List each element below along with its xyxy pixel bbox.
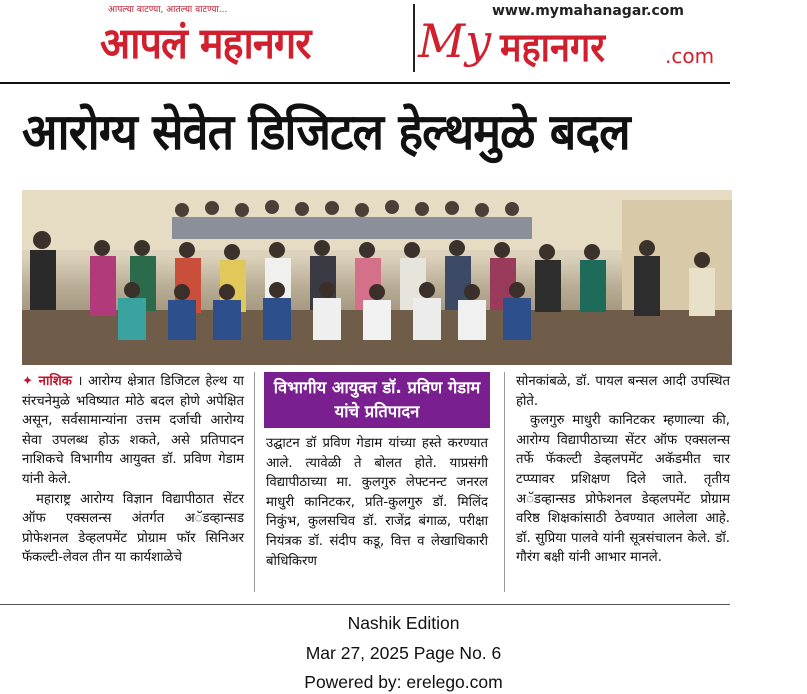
column-separator xyxy=(254,372,255,592)
masthead-title-right: महानगर xyxy=(500,25,605,71)
dateline-star-icon: ✦ xyxy=(22,374,39,389)
article-column-2 xyxy=(266,434,488,571)
article-paragraph-3: उद्घाटन डॉ प्रविण गेडाम यांच्या हस्ते करण्यात आले. त्यावेळी ते बोलत होते. याप्रसंगी विद्यापीठाच्या मा. कुलगुरु लेफ्टनन्ट जनरल माधुरी कानिटकर, प्रति-कुलगुरु डॉ. मिलिंद निकुंभ, कुलसचिव डॉ. राजेंद्र बंगाळ, परीक्षा नियंत्रक डॉ. संदीप कडू, वित्त व लेखाधिकारी बोधिकिरण xyxy=(266,436,488,569)
masthead-my-logo: My xyxy=(418,14,492,68)
footer-date-page: Mar 27, 2025 Page No. 6 xyxy=(305,643,502,663)
callout-text: विभागीय आयुक्त डॉ. प्रविण गेडाम यांचे प्रतिपादन xyxy=(273,378,481,421)
article-column-1 xyxy=(22,372,244,568)
article-column-3 xyxy=(516,372,730,568)
group-photo xyxy=(22,190,732,365)
bottom-rule xyxy=(0,604,730,605)
paragraph-text: । आरोग्य क्षेत्रात डिजिटल हेल्थ या संरचनेमुळे भविष्यात मोठे बदल होणे अपेक्षित असून, सर्वसामान्यांना उत्तम दर्जाची आरोग्य सेवा उपलब्ध होऊ शकते, असे प्रतिपादन नाशिकचे विभागीय आयुक्त डॉ. प्रविण गेडाम यांनी केले. xyxy=(22,374,244,487)
masthead-title-left: आपलं महानगर xyxy=(100,19,311,69)
masthead-tagline: आपल्या वाटण्या, आतल्या वाटण्या... xyxy=(108,5,228,15)
article-headline: आरोग्य सेवेत डिजिटल हेल्थमुळे बदल xyxy=(22,103,630,161)
footer-edition: Nashik Edition xyxy=(347,613,460,633)
callout-box xyxy=(264,372,490,428)
column-separator-2 xyxy=(504,372,505,592)
article-paragraph-4: सोनकांबळे, डॉ. पायल बन्सल आदी उपस्थित होते. xyxy=(516,374,730,409)
masthead-divider xyxy=(413,4,415,72)
group-photo-illustration xyxy=(22,190,732,365)
top-rule xyxy=(0,82,730,84)
footer-powered-by[interactable]: Powered by: erelego.com xyxy=(304,672,503,692)
article-paragraph-2: महाराष्ट्र आरोग्य विज्ञान विद्यापीठात सेंटर ऑफ एक्सलन्स अंतर्गत अॅडव्हान्सड प्रोफेशनल डेव्हलपमेंट प्रोग्राम फॉर सिनिअर फॅकल्टी-लेवल तीन या कार्यशाळेचे xyxy=(22,491,244,566)
dateline: नाशिक xyxy=(38,374,72,389)
article-paragraph-5: कुलगुरु माधुरी कानिटकर म्हणाल्या की, आरोग्य विद्यापीठाच्या सेंटर ऑफ एक्सलन्स तर्फे फॅकल्टी डेव्हलपमेंट अकॅडमीत चार टप्प्यावर प्रशिक्षण दिले जाते. तृतीय अॅडव्हान्सड प्रोफेशनल डेव्हलपमेंट प्रोग्राम वरिष्ठ शिक्षकांसाठी ठेवण्यात आलेला आहे. डॉ. सुप्रिया पालवे यांनी सूत्रसंचालन केले. डॉ. गौरंग बक्षी यांनी आभार मानले. xyxy=(516,413,730,566)
article-paragraph xyxy=(22,372,244,490)
masthead xyxy=(100,0,715,78)
masthead-dotcom: .com xyxy=(665,44,715,68)
masthead-url[interactable]: www.mymahanagar.com xyxy=(492,3,685,19)
